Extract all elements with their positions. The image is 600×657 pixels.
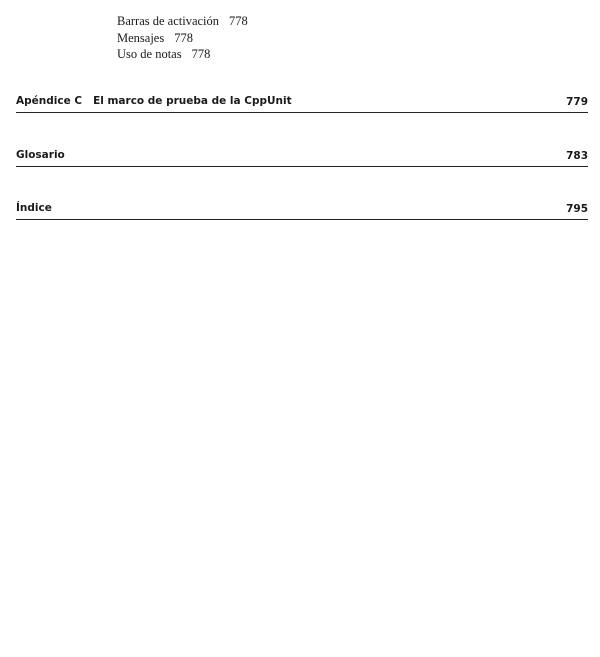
toc-subentry-page: 778 bbox=[229, 14, 248, 28]
toc-entry-glossary bbox=[16, 146, 588, 167]
toc-entry-title: El marco de prueba de la CppUnit bbox=[93, 95, 292, 107]
toc-subentry-page: 778 bbox=[191, 47, 211, 61]
toc-subentry bbox=[117, 13, 248, 30]
toc-entry-index bbox=[16, 199, 588, 220]
toc-entry-appendix-c bbox=[16, 92, 588, 113]
toc-entry-title: Índice bbox=[16, 202, 52, 214]
toc-entry-title: Glosario bbox=[16, 149, 65, 161]
toc-entry-page: 783 bbox=[566, 150, 588, 162]
toc-subentry-page: 778 bbox=[174, 30, 193, 45]
toc-entry-page: 795 bbox=[566, 203, 588, 215]
toc-entry-label: Apéndice C bbox=[16, 95, 83, 107]
toc-subentry bbox=[117, 46, 248, 63]
toc-subentry bbox=[117, 30, 248, 47]
toc-subentry-list bbox=[117, 13, 248, 63]
toc-subentry-title: Mensajes bbox=[117, 30, 165, 45]
toc-entry-page: 779 bbox=[566, 96, 588, 108]
toc-subentry-title: Uso de notas bbox=[117, 47, 182, 61]
toc-subentry-title: Barras de activación bbox=[117, 14, 220, 28]
